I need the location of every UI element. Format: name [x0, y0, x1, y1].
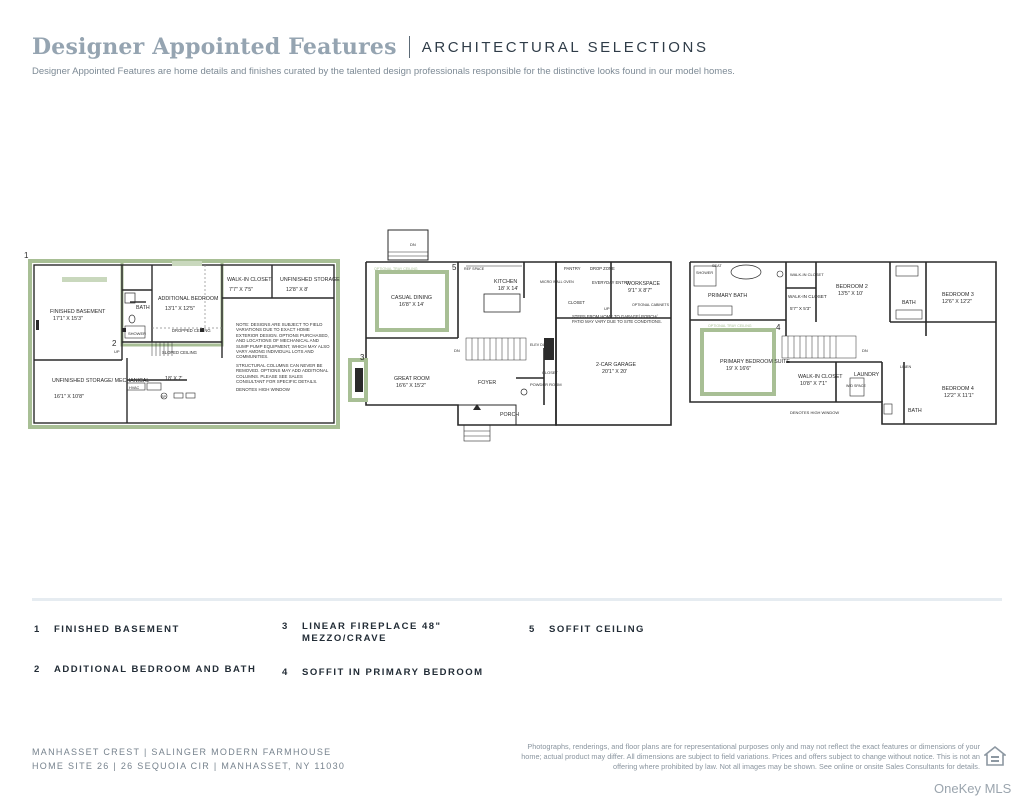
great-room-dim: 16'6" X 15'2": [396, 383, 426, 389]
footer-address: [32, 745, 345, 773]
page-title: Designer Appointed Features: [32, 34, 397, 60]
deck-dn-label: DN: [410, 242, 416, 247]
shower-label: SHOWER: [128, 331, 146, 336]
bedroom2-dim: 13'5" X 10': [838, 291, 864, 297]
powder-room-label: POWDER ROOM: [530, 382, 562, 387]
micro-wall-oven-label: MICRO WALL OVEN: [540, 280, 574, 284]
marker-2: 2: [112, 339, 117, 348]
unfinished-storage-label: UNFINISHED STORAGE: [280, 277, 340, 283]
sump-dim: 18' X 7': [165, 376, 183, 382]
basement-plan: [22, 250, 344, 432]
garage-dim: 20'1" X 20': [602, 369, 628, 375]
seat-label: SEAT: [712, 264, 722, 268]
legend-label: ADDITIONAL BEDROOM AND BATH: [54, 664, 257, 675]
title-divider: [409, 36, 410, 58]
sf-bath-label: BATH: [902, 300, 916, 306]
kitchen-label: KITCHEN: [494, 279, 518, 285]
legend-item-2: [34, 664, 256, 676]
up-label: UP: [114, 349, 120, 354]
footer-community: MANHASSET CREST | SALINGER MODERN FARMHOUSE: [32, 747, 332, 757]
first-floor-plan: [346, 228, 676, 454]
casual-dining-label: CASUAL DINING: [391, 295, 433, 301]
sf-bath2-label: BATH: [908, 408, 922, 414]
unfinished-storage-dim: 12'8" X 8': [286, 287, 309, 293]
sp-label: SP: [161, 395, 167, 399]
foyer-label: FOYER: [478, 380, 497, 386]
everyday-entry-label: EVERYDAY ENTRY: [592, 280, 630, 285]
legend-label: SOFFIT IN PRIMARY BEDROOM: [302, 667, 484, 678]
walkin-closet2-label: WALK-IN CLOSET: [798, 374, 843, 380]
walkin-closet-top-label: WALK-IN CLOSET: [790, 272, 824, 277]
bedroom3-dim: 12'6" X 12'2": [942, 299, 972, 305]
bedroom4-dim: 12'2" X 11'1": [944, 393, 974, 399]
kitchen-dim: 18' X 14': [498, 286, 519, 292]
finished-basement-dim: 17'1" X 15'3": [53, 316, 83, 322]
legend-num: 1: [34, 624, 41, 635]
walkin-closet-dim: 5'7" X 5'3": [790, 306, 811, 311]
marker-1: 1: [24, 251, 29, 260]
unfinished-storage-mech-dim: 16'1" X 10'8": [54, 394, 84, 400]
walkin-closet-label: WALK-IN CLOSET: [227, 277, 272, 283]
sf-dn-label: DN: [862, 348, 868, 353]
bedroom2-label: BEDROOM 2: [836, 284, 868, 290]
mls-watermark: OneKey MLS: [934, 781, 1012, 796]
steps-note: STEPS FROM HOME TO GARAGE/ PORCH/ PATIO MAY VARY DUE TO SITE CONDITIONS.: [572, 314, 662, 324]
high-window-note: DENOTES HIGH WINDOW: [236, 387, 290, 393]
great-room-label: GREAT ROOM: [394, 376, 430, 382]
basement-note: NOTE: DESIGNS ARE SUBJECT TO FIELD VARIATIONS DUE TO EXACT HOME EXTERIOR DESIGN. OPTIONS PURCHASED, AND LOCATIONS OF MECHANICAL AND SUMP PUMP EQUIPMENT, WHICH MAY ALSO VARY AMONG INDIVIDUAL LOTS AND COMMUNITIES.: [236, 322, 330, 360]
marker-5: 5: [452, 263, 457, 272]
ff-closet-label: CLOSET: [542, 370, 559, 375]
sf-shower-label: SHOWER: [696, 271, 714, 275]
legend-item-3: [282, 621, 442, 645]
optional-tray-label: OPTIONAL TRAY CEILING: [374, 267, 418, 271]
legend-label: SOFFIT CEILING: [549, 624, 645, 635]
sf-optional-tray-label: OPTIONAL TRAY CEILING: [708, 324, 752, 328]
optional-cabinets-label: OPTIONAL CABINETS: [632, 303, 670, 307]
closet-label: CLOSET: [568, 300, 585, 305]
drop-zone-label: DROP ZONE: [590, 266, 615, 271]
legend-label: LINEAR FIREPLACE 48" MEZZO/CRAVE: [302, 621, 442, 644]
marker-4: 4: [776, 323, 781, 332]
equal-housing-icon: [984, 745, 1006, 774]
wd-space-label: W/D SPACE: [846, 384, 866, 388]
legend-label: FINISHED BASEMENT: [54, 624, 180, 635]
legend-num: 5: [529, 624, 536, 635]
porch-label: PORCH: [500, 412, 520, 418]
primary-suite-label: PRIMARY BEDROOM SUITE: [720, 359, 790, 365]
primary-suite-dim: 19' X 16'6": [726, 366, 752, 372]
header: [32, 34, 709, 60]
second-floor-plan: [686, 252, 1002, 430]
laundry-label: LAUNDRY: [854, 372, 880, 378]
legend-num: 4: [282, 667, 289, 678]
footer-home-site: HOME SITE 26 | 26 SEQUOIA CIR | MANHASSET, NY 11030: [32, 761, 346, 771]
bedroom3-label: BEDROOM 3: [942, 292, 974, 298]
pantry-label: PANTRY: [564, 266, 581, 271]
hvac-label: HVAC: [129, 386, 140, 390]
ff-up-label: UP: [604, 306, 610, 311]
walkin-closet-label: WALK-IN CLOSET: [788, 294, 827, 299]
sloped-ceiling-label: SLOPED CEILING: [162, 350, 197, 355]
footer-disclaimer: Photographs, renderings, and floor plans are for representational purposes only and may not reflect the exact features or dimensions of your home; actual product may differ. All dimensions are subject to field variations. Prices and offers subject to change without notice. This is not an offering where prohibited by law. Not all images may be shown. See online or onsite Sales Consultants for details.: [521, 742, 980, 771]
workspace-dim: 9'1" X 8'7": [628, 288, 653, 294]
additional-bedroom-dim: 13'1" X 12'5": [165, 306, 195, 312]
legend-item-1: [34, 624, 180, 636]
linen-label: LINEN: [900, 365, 912, 369]
primary-bath-label: PRIMARY BATH: [708, 293, 748, 299]
walkin-closet2-dim: 10'8" X 7'1": [800, 381, 827, 387]
dropped-ceiling-label: DROPPED CEILING: [172, 328, 211, 333]
legend-num: 2: [34, 664, 41, 675]
legend-item-5: [529, 624, 645, 636]
workspace-label: WORKSPACE: [626, 281, 661, 287]
legend-item-4: [282, 667, 484, 679]
sf-high-window-note: DENOTES HIGH WINDOW: [790, 410, 840, 415]
section-divider: [32, 598, 1002, 601]
casual-dining-dim: 16'8" X 14': [399, 302, 425, 308]
marker-3: 3: [360, 353, 365, 362]
bedroom4-label: BEDROOM 4: [942, 386, 974, 392]
finished-basement-label: FINISHED BASEMENT: [50, 309, 106, 315]
walkin-closet-dim: 7'7" X 7'5": [229, 287, 254, 293]
bath-label: BATH: [136, 305, 150, 311]
page-subtitle: ARCHITECTURAL SELECTIONS: [421, 38, 709, 56]
garage-label: 2-CAR GARAGE: [596, 362, 637, 368]
elev-duct-label: ELEV DUCT: [530, 343, 551, 347]
unfinished-storage-mech-label: UNFINISHED STORAGE/ MECHANICAL: [52, 378, 150, 384]
ff-dn-label: DN: [454, 348, 460, 353]
legend-num: 3: [282, 621, 289, 632]
ref-space-label: REF SPACE: [464, 267, 485, 271]
basement-note-columns: STRUCTURAL COLUMNS CAN NEVER BE REMOVED. OPTIONS MAY ADD ADDITIONAL COLUMNS. PLEASE SEE SALES CONSULTANT FOR SPECIFIC DETAILS.: [236, 362, 329, 385]
additional-bedroom-label: ADDITIONAL BEDROOM: [158, 296, 219, 302]
intro-text: Designer Appointed Features are home details and finishes curated by the talented design professionals responsible for the distinctive looks found in our model homes.: [32, 66, 735, 77]
